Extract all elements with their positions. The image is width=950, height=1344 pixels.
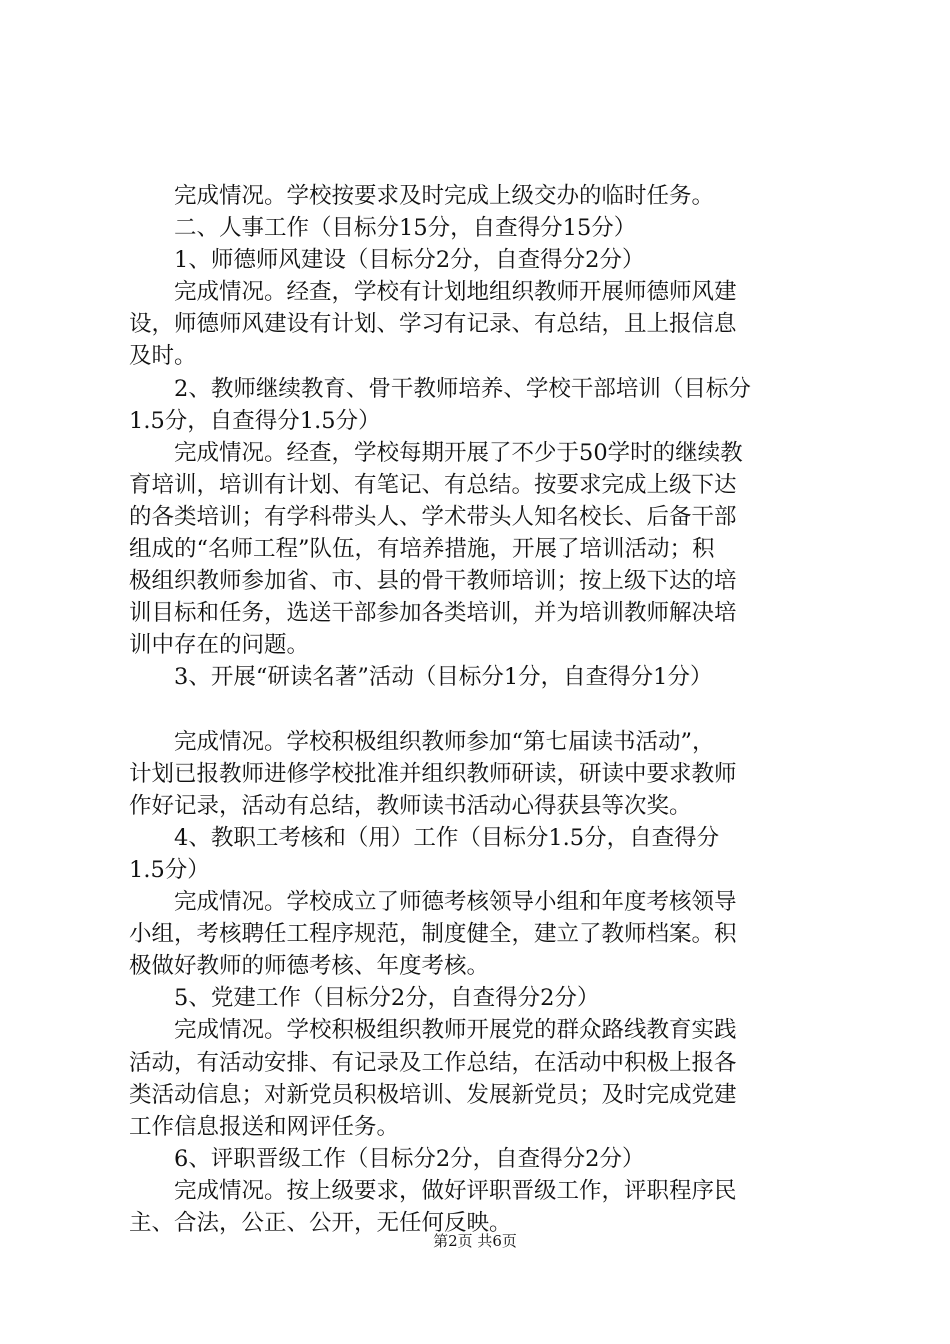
text-line: 作好记录，活动有总结，教师读书活动心得获县等次奖。 [129, 792, 692, 819]
text-line: 完成情况。经查，学校每期开展了不少于50学时的继续教 [129, 439, 743, 466]
text-line: 主、合法，公正、公开，无任何反映。 [129, 1210, 512, 1236]
text-line: 及时。 [129, 343, 197, 370]
text-line: 设，师德师风建设有计划、学习有记录、有总结，且上报信息 [129, 311, 737, 338]
text-line: 6、评职晋级工作（目标分2分，自查得分2分） [129, 1145, 645, 1172]
text-line: 小组，考核聘任工程序规范，制度健全，建立了教师档案。积 [129, 921, 737, 948]
text-line: 训目标和任务，选送干部参加各类培训，并为培训教师解决培 [129, 600, 737, 627]
text-line: 育培训，培训有计划、有笔记、有总结。按要求完成上级下达 [129, 471, 737, 498]
text-line: 2、教师继续教育、骨干教师培养、学校干部培训（目标分 [129, 375, 751, 402]
text-line: 活动，有活动安排、有记录及工作总结，在活动中积极上报各 [129, 1049, 737, 1076]
text-line: 完成情况。学校积极组织教师参加“第七届读书活动”， [129, 728, 715, 755]
text-line: 类活动信息；对新党员积极培训、发展新党员；及时完成党建 [129, 1081, 737, 1108]
text-line: 完成情况。学校成立了师德考核领导小组和年度考核领导 [129, 889, 737, 916]
text-line: 的各类培训；有学科带头人、学术带头人知名校长、后备干部 [129, 503, 737, 530]
text-line: 训中存在的问题。 [129, 632, 310, 659]
text-line: 完成情况。经查，学校有计划地组织教师开展师德师风建 [129, 279, 737, 306]
text-line: 工作信息报送和网评任务。 [129, 1113, 400, 1140]
text-line: 1.5分） [129, 856, 210, 883]
text-line: 计划已报教师进修学校批准并组织教师研读，研读中要求教师 [129, 760, 737, 787]
text-line: 5、党建工作（目标分2分，自查得分2分） [129, 985, 600, 1012]
blank-line [129, 694, 829, 726]
body-text [129, 180, 829, 1239]
text-line: 完成情况。学校积极组织教师开展党的群众路线教育实践 [129, 1017, 737, 1044]
text-line: 完成情况。按上级要求，做好评职晋级工作，评职程序民 [129, 1177, 737, 1204]
text-line: 完成情况。学校按要求及时完成上级交办的临时任务。 [129, 183, 715, 209]
text-line: 极做好教师的师德考核、年度考核。 [129, 953, 490, 980]
text-line: 1、师德师风建设（目标分2分，自查得分2分） [129, 247, 645, 274]
text-line: 极组织教师参加省、市、县的骨干教师培训；按上级下达的培 [129, 568, 737, 595]
page-footer: 第2页 共6页 [433, 1232, 517, 1250]
text-line: 4、教职工考核和（用）工作（目标分1.5分，自查得分 [129, 824, 720, 851]
text-line: 3、开展“研读名著”活动（目标分1分，自查得分1分） [129, 664, 713, 691]
text-line: 二、人事工作（目标分15分，自查得分15分） [129, 215, 637, 242]
text-line: 组成的“名师工程”队伍，有培养措施，开展了培训活动；积 [129, 536, 715, 563]
text-line: 1.5分，自查得分1.5分） [129, 407, 381, 434]
